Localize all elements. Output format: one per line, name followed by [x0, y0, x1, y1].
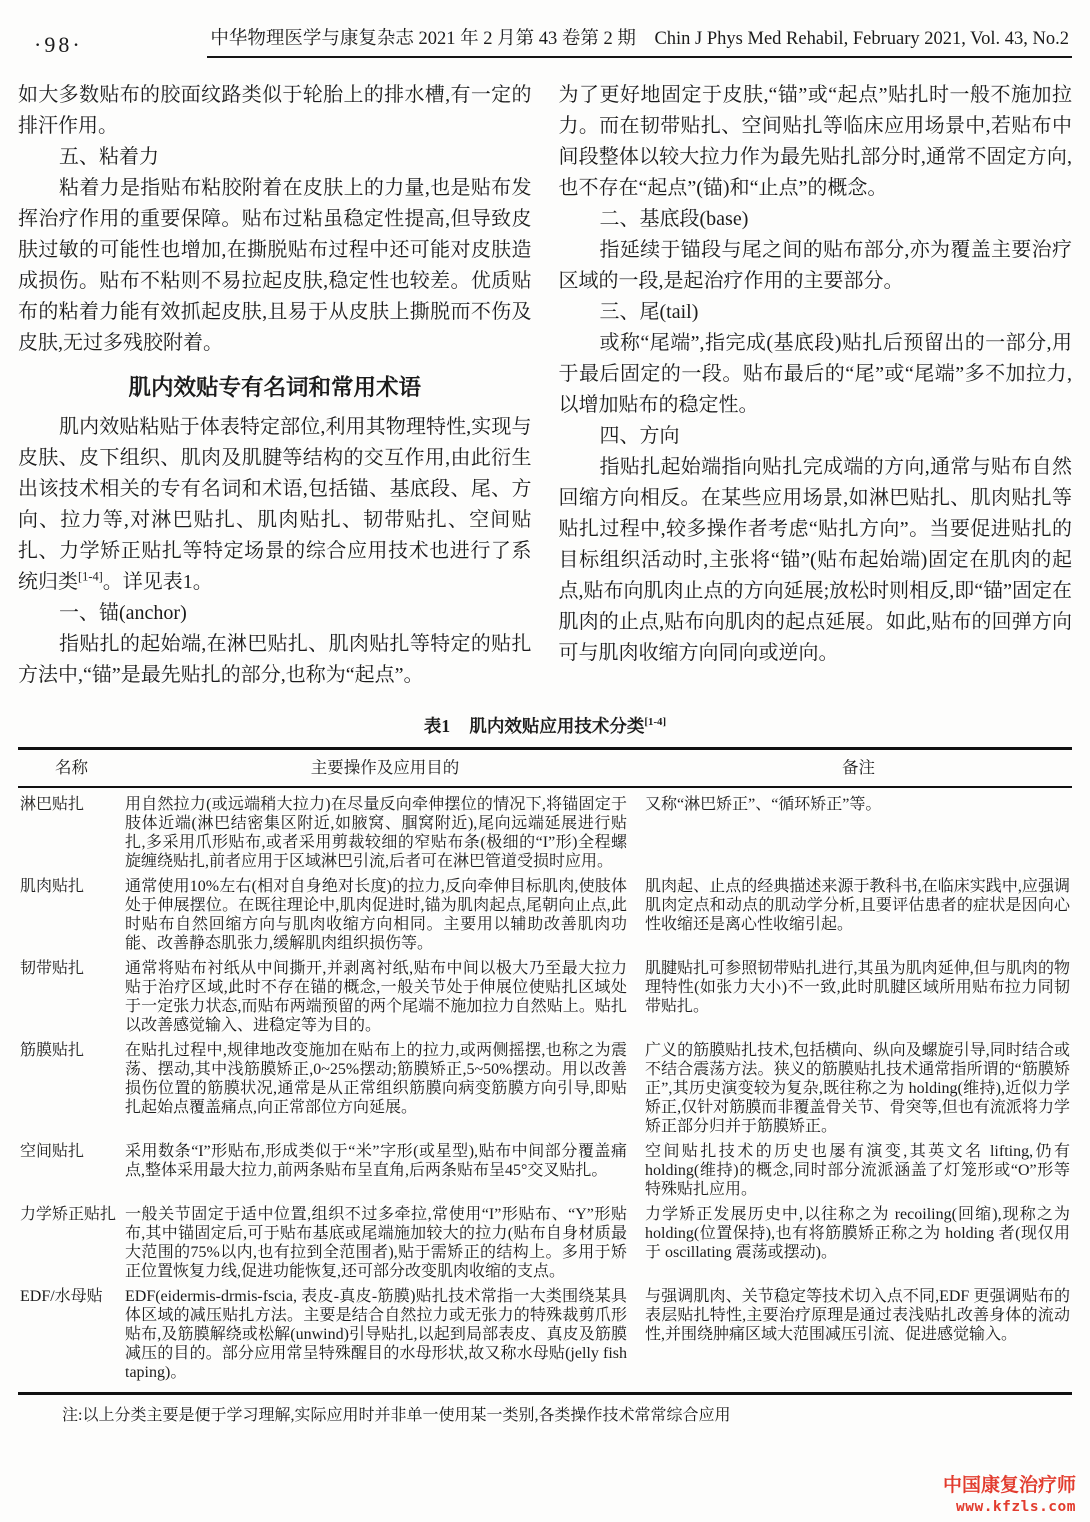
watermark-name: 中国康复治疗师	[942, 1475, 1076, 1497]
paragraph	[559, 328, 1073, 421]
paragraph	[559, 235, 1073, 297]
table-row	[18, 1287, 1072, 1382]
paragraph-text: 三、尾(tail)	[599, 301, 699, 323]
page-header	[18, 24, 1072, 58]
table-title	[18, 713, 1072, 738]
table-header-name: 名称	[55, 758, 88, 777]
paragraph-text: 四、方向	[599, 425, 680, 447]
subheading	[18, 142, 532, 173]
right-column	[559, 80, 1073, 691]
citation-superscript: [1-4]	[78, 569, 103, 584]
cell-operation: 采用数条“I”形贴布,形成类似于“米”字形(或星型),贴布中间部分覆盖痛点,整体采用最大拉力,前两条贴布呈直角,后两条贴布呈45°交叉贴扎。	[125, 1143, 627, 1179]
paragraph	[18, 80, 532, 142]
cell-technique-name: 韧带贴扎	[20, 960, 85, 977]
cell-remark: 空间贴扎技术的历史也屡有演变,其英文名 lifting,仍有holding(维持)的概念,同时部分流派涵盖了灯笼形或“O”形等特殊贴扎应用。	[645, 1143, 1070, 1198]
cell-operation: 通常使用10%左右(相对自身绝对长度)的拉力,反向牵伸目标肌肉,使肢体处于伸展摆位。在既往理论中,肌肉促进时,锚为肌肉起点,尾朝向止点,此时贴布自然回缩方向与肌肉收缩方向相同。主要用以辅助改善肌肉功能、改善静态肌张力,缓解肌肉组织损伤等。	[125, 878, 627, 952]
subheading	[559, 297, 1073, 328]
paragraph	[18, 629, 532, 691]
paragraph	[18, 173, 532, 359]
table-row	[18, 877, 1072, 953]
journal-citation-english: Chin J Phys Med Rehabil, February 2021, Vol. 43, No.2	[654, 29, 1069, 49]
table-title-label: 表1	[423, 716, 451, 736]
table-row	[18, 1205, 1072, 1281]
paragraph-text: 五、粘着力	[59, 146, 159, 168]
table-body	[18, 788, 1072, 1392]
cell-technique-name: EDF/水母贴	[20, 1288, 103, 1305]
table-row	[18, 959, 1072, 1035]
paragraph-text: 一、锚(anchor)	[59, 602, 187, 624]
paragraph	[559, 80, 1073, 204]
classification-table	[18, 747, 1072, 1395]
journal-citation-chinese: 中华物理医学与康复杂志 2021 年 2 月第 43 卷第 2 期	[210, 29, 636, 49]
table-header-remark: 备注	[842, 758, 875, 777]
cell-operation: 一般关节固定于适中位置,组织不过多牵拉,常使用“I”形贴布、“Y”形贴布,其中锚固定后,可于贴布基底或尾端施加较大的拉力(贴布自身材质最大范围的75%以内,也有拉到全范围者),贴于需矫正的结构上。多用于矫正位置恢复力线,促进功能恢复,还可部分改变肌肉收缩的支点。	[125, 1206, 627, 1280]
subheading	[559, 421, 1073, 452]
watermark-url: www.kfzls.com	[956, 1498, 1076, 1515]
site-watermark	[943, 1474, 1076, 1516]
cell-technique-name: 淋巴贴扎	[20, 796, 85, 813]
subheading	[559, 204, 1073, 235]
cell-operation: EDF(eidermis-drmis-fscia, 表皮-真皮-筋膜)贴扎技术常指一大类围绕某具体区域的减压贴扎方法。主要是结合自然拉力或无张力的特殊裁剪爪形贴布,及筋膜解绕或松解(unwind)引导贴扎,以起到局部表皮、真皮及筋膜减压的目的。部分应用常呈特殊醒目的水母形状,故又称水母贴(jelly fish taping)。	[125, 1288, 627, 1381]
cell-technique-name: 筋膜贴扎	[20, 1042, 85, 1059]
table-footnote: 注:以上分类主要是便于学习理解,实际应用时并非单一使用某一类别,各类操作技术常常综合应用	[62, 1407, 731, 1424]
paragraph-text: 为了更好地固定于皮肤,“锚”或“起点”贴扎时一般不施加拉力。而在韧带贴扎、空间贴扎等临床应用场景中,若贴布中间段整体以较大拉力作为最先贴扎部分时,通常不固定方向,也不存在“起点”(锚)和“止点”的概念。	[558, 84, 1072, 199]
paragraph-text: 指贴扎起始端指向贴扎完成端的方向,通常与贴布自然回缩方向相反。在某些应用场景,如淋巴贴扎、肌肉贴扎等贴扎过程中,较多操作者考虑“贴扎方向”。当要促进贴扎的目标组织活动时,主张将“锚”(贴布起始端)固定在肌肉的起点,贴布向肌肉止点的方向延展;放松时则相反,即“锚”固定在肌肉的止点,贴布向肌肉的起点延展。如此,贴布的回弹方向可与肌肉收缩方向同向或逆向。	[558, 456, 1072, 664]
cell-technique-name: 肌肉贴扎	[20, 878, 85, 895]
paragraph-text: 指贴扎的起始端,在淋巴贴扎、肌肉贴扎等特定的贴扎方法中,“锚”是最先贴扎的部分,也称为“起点”。	[18, 633, 532, 686]
cell-remark: 与强调肌肉、关节稳定等技术切入点不同,EDF 更强调贴布的表层贴扎特性,主要治疗原理是通过表浅贴扎改善身体的流动性,并围绕肿痛区域大范围减压引流、促进感觉输入。	[645, 1288, 1070, 1343]
subheading	[18, 598, 532, 629]
section-heading	[18, 372, 532, 403]
cell-remark: 肌腱贴扎可参照韧带贴扎进行,其虽为肌肉延伸,但与肌肉的物理特性(如张力大小)不一致,此时肌腱区域所用贴布拉力同韧带贴扎。	[645, 960, 1070, 1015]
paragraph-text: 肌内效贴专有名词和常用术语	[128, 375, 421, 400]
left-column	[18, 80, 532, 691]
cell-remark: 又称“淋巴矫正”、“循环矫正”等。	[645, 796, 882, 813]
table-title-citation: [1-4]	[644, 716, 667, 729]
cell-technique-name: 空间贴扎	[20, 1143, 85, 1160]
cell-remark: 肌肉起、止点的经典描述来源于教科书,在临床实践中,应强调肌肉定点和动点的肌动学分析,且要评估患者的症状是因向心性收缩还是离心性收缩引起。	[645, 878, 1070, 933]
table-row	[18, 795, 1072, 871]
article-body	[18, 80, 1072, 691]
cell-operation: 用自然拉力(或远端稍大拉力)在尽量反向牵伸摆位的情况下,将锚固定于肢体近端(淋巴结密集区附近,如腋窝、腘窝附近),尾向远端延展进行贴扎,多采用爪形贴布,或者采用剪裁较细的窄贴布条(极细的“I”形)全程螺旋缠绕贴扎,前者应用于区域淋巴引流,后者可在淋巴管道受损时应用。	[125, 796, 627, 870]
table-header-operation: 主要操作及应用目的	[310, 758, 460, 777]
paragraph-text: 或称“尾端”,指完成(基底段)贴扎后预留出的一部分,用于最后固定的一段。贴布最后的“尾”或“尾端”多不加拉力,以增加贴布的稳定性。	[558, 332, 1072, 416]
paragraph-text: 指延续于锚段与尾之间的贴布部分,亦为覆盖主要治疗区域的一段,是起治疗作用的主要部分。	[558, 239, 1072, 292]
cell-operation: 通常将贴布衬纸从中间撕开,并剥离衬纸,贴布中间以极大乃至最大拉力贴于治疗区域,此时不存在锚的概念,一般关节处于伸展位使贴扎区域处于一定张力状态,而贴布两端预留的两个尾端不施加拉力自然贴上。贴扎以改善感觉输入、进稳定等为目的。	[125, 960, 627, 1034]
table-title-text: 肌内效贴应用技术分类	[469, 716, 645, 736]
paragraph-text: 二、基底段(base)	[599, 208, 749, 230]
cell-operation: 在贴扎过程中,规律地改变施加在贴布上的拉力,或两侧摇摆,也称之为震荡、摆动,其中浅筋膜矫正,0~25%摆动;筋膜矫正,5~50%摆动。用以改善损伤位置的筋膜状况,通常是从正常组织筋膜向病变筋膜方向引导,即贴扎起始点覆盖痛点,向正常部位方向延展。	[125, 1042, 627, 1116]
paragraph-text: 。详见表1。	[102, 571, 213, 593]
paragraph-text: 肌内效贴粘贴于体表特定部位,利用其物理特性,实现与皮肤、皮下组织、肌肉及肌腱等结构的交互作用,由此衍生出该技术相关的专有名词和术语,包括锚、基底段、尾、方向、拉力等,对淋巴贴扎、肌肉贴扎、韧带贴扎、空间贴扎、力学矫正贴扎等特定场景的综合应用技术也进行了系统归类	[18, 416, 532, 593]
paragraph-text: 粘着力是指贴布粘胶附着在皮肤上的力量,也是贴布发挥治疗作用的重要保障。贴布过粘虽稳定性提高,但导致皮肤过敏的可能性也增加,在撕脱贴布过程中还可能对皮肤造成损伤。贴布不粘则不易拉起皮肤,稳定性也较差。优质贴布的粘着力能有效抓起皮肤,且易于从皮肤上撕脱而不伤及皮肤,无过多残胶附着。	[18, 177, 532, 354]
paragraph	[18, 412, 532, 598]
table-section	[18, 713, 1072, 1425]
cell-remark: 力学矫正发展历史中,以往称之为 recoiling(回缩),现称之为 holding(位置保持),也有将筋膜矫正称之为 holding 者(现仅用于 oscillating 震荡或摆动)。	[645, 1206, 1070, 1261]
paragraph	[559, 452, 1073, 669]
paragraph-text: 如大多数贴布的胶面纹路类似于轮胎上的排水槽,有一定的排汗作用。	[18, 84, 532, 137]
cell-technique-name: 力学矫正贴扎	[20, 1206, 117, 1223]
cell-remark: 广义的筋膜贴扎技术,包括横向、纵向及螺旋引导,同时结合或不结合震荡方法。狭义的筋膜贴扎技术通常指所谓的“筋膜矫正”,其历史演变较为复杂,既往称之为 holding(维持),近似力学矫正,仅针对筋膜而非覆盖骨关节、骨突等,但也有流派将力学矫正部分归并于筋膜矫正。	[645, 1042, 1070, 1135]
table-header-row	[18, 750, 1072, 788]
table-row	[18, 1142, 1072, 1199]
page-number: ·98·	[34, 32, 83, 57]
journal-citation	[207, 24, 1072, 58]
table-row	[18, 1041, 1072, 1136]
